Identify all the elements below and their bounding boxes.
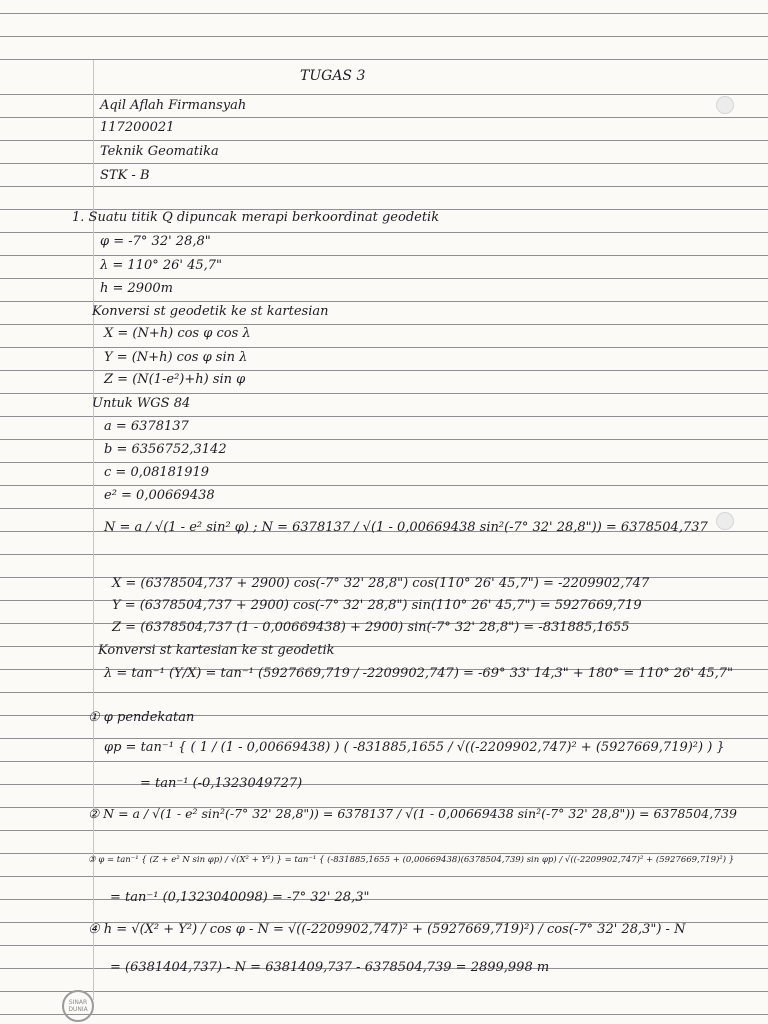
student-name: Aqil Aflah Firmansyah xyxy=(100,98,247,113)
z-result: Z = (6378504,737 (1 - 0,00669438) + 2900) sin(-7° 32' 28,8") = -831885,1655 xyxy=(112,620,630,635)
n-step: ② N = a / √(1 - e² sin²(-7° 32' 28,8")) = 6378137 / √(1 - 0,00669438 sin²(-7° 32' 28,8")) = 6378504,739 xyxy=(88,806,737,821)
phi-step-result: = tan⁻¹ (0,1323040098) = -7° 32' 28,3" xyxy=(110,890,370,905)
phi-value: φ = -7° 32' 28,8" xyxy=(100,234,211,249)
phi-approx-result: = tan⁻¹ (-0,1323049727) xyxy=(140,776,303,791)
phi-approx-heading: ① φ pendekatan xyxy=(88,710,195,725)
y-result: Y = (6378504,737 + 2900) cos(-7° 32' 28,8") sin(110° 26' 45,7") = 5927669,719 xyxy=(112,598,642,613)
lambda-result: λ = tan⁻¹ (Y/X) = tan⁻¹ (5927669,719 / -2209902,747) = -69° 33' 14,3" + 180° = 110° 26' 45,7" xyxy=(104,666,734,681)
notebook-brand-text: SINAR DUNIA xyxy=(68,999,88,1013)
h-step-result: = (6381404,737) - N = 6381409,737 - 6378504,739 = 2899,998 m xyxy=(110,960,550,975)
wgs84-a: a = 6378137 xyxy=(104,419,189,434)
wgs84-b: b = 6356752,3142 xyxy=(104,442,227,457)
geodetic-heading: Konversi st kartesian ke st geodetik xyxy=(98,643,335,658)
y-formula: Y = (N+h) cos φ sin λ xyxy=(104,350,248,365)
student-nim: 117200021 xyxy=(100,120,175,135)
wgs84-heading: Untuk WGS 84 xyxy=(92,396,191,411)
h-value: h = 2900m xyxy=(100,281,173,296)
wgs84-c: c = 0,08181919 xyxy=(104,465,210,480)
punch-hole xyxy=(716,96,734,114)
z-formula: Z = (N(1-e²)+h) sin φ xyxy=(104,372,246,387)
phi-step-formula: ③ φ = tan⁻¹ { (Z + e² N sin φp) / √(X² + Y²) } = tan⁻¹ { (-831885,1655 + (0,00669438)(6378504,739) sin φp) / √((-2209902,747)² + (5927669,719)²) } xyxy=(88,855,735,865)
phi-approx-formula: φp = tan⁻¹ { ( 1 / (1 - 0,00669438) ) ( -831885,1655 / √((-2209902,747)² + (5927669,719)²) ) } xyxy=(104,740,725,755)
page-title: TUGAS 3 xyxy=(300,68,366,84)
h-step-formula: ④ h = √(X² + Y²) / cos φ - N = √((-2209902,747)² + (5927669,719)²) / cos(-7° 32' 28,3") - N xyxy=(88,922,686,937)
x-result: X = (6378504,737 + 2900) cos(-7° 32' 28,8") cos(110° 26' 45,7") = -2209902,747 xyxy=(112,576,650,591)
n-computation: N = a / √(1 - e² sin² φ) ; N = 6378137 / √(1 - 0,00669438 sin²(-7° 32' 28,8")) = 6378504,737 xyxy=(104,520,708,535)
student-department: Teknik Geomatika xyxy=(100,144,219,159)
punch-hole xyxy=(716,512,734,530)
lambda-value: λ = 110° 26' 45,7" xyxy=(100,258,223,273)
conversion-heading: Konversi st geodetik ke st kartesian xyxy=(92,304,329,319)
problem-statement: 1. Suatu titik Q dipuncak merapi berkoordinat geodetik xyxy=(72,210,440,225)
x-formula: X = (N+h) cos φ cos λ xyxy=(104,326,251,341)
student-class: STK - B xyxy=(100,168,150,183)
wgs84-e2: e² = 0,00669438 xyxy=(104,488,215,503)
notebook-brand-stamp xyxy=(62,990,94,1022)
